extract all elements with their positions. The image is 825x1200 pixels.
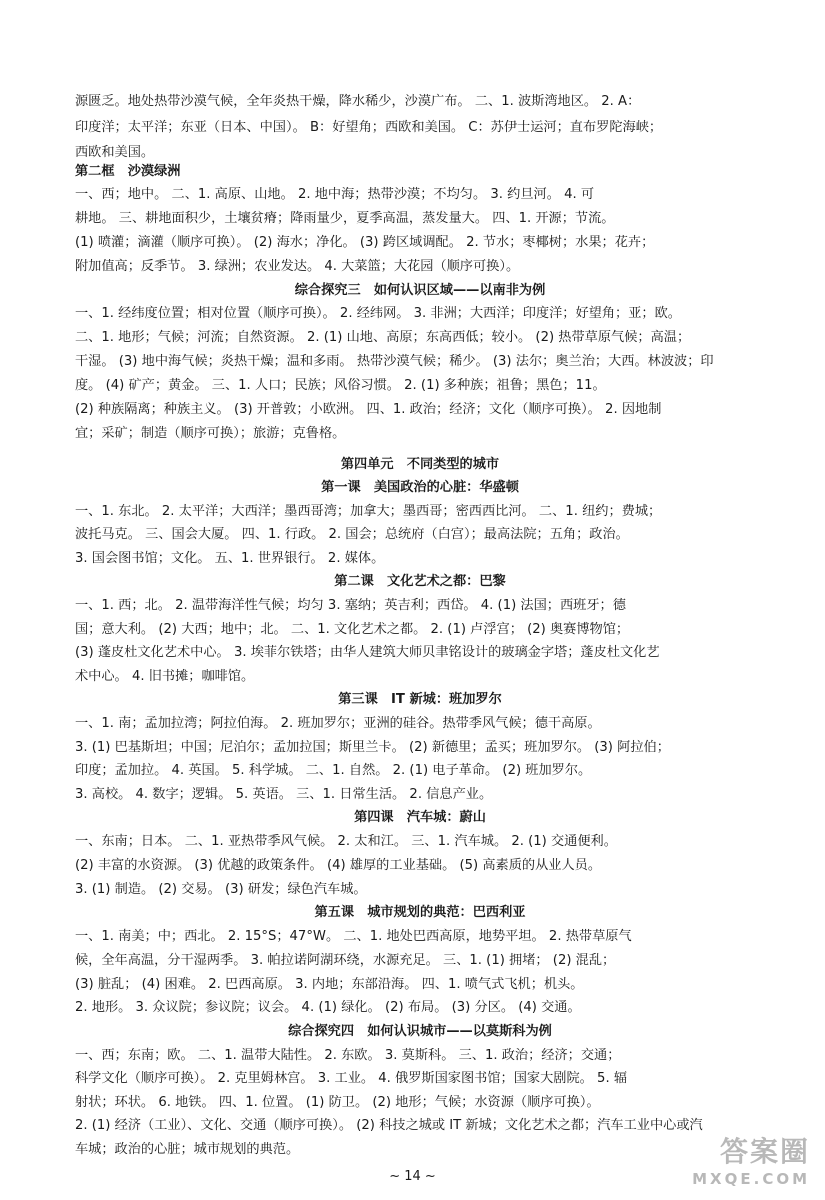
answer-line: 源匮乏。地处热带沙漠气候，全年炎热干燥，降水稀少，沙漠广布。 二、1. 波斯湾地区。 2. A： (75, 94, 641, 109)
answer-line: 度。 (4) 矿产；黄金。 三、1. 人口；民族；风俗习惯。 2. (1) 多种族；祖鲁；黑色；11。 (75, 378, 606, 393)
answer-line: 3. 国会图书馆；文化。 五、1. 世界银行。 2. 媒体。 (75, 551, 385, 566)
answer-line: (1) 喷灌；滴灌（顺序可换）。 (2) 海水；净化。 (3) 跨区域调配。 2. 节水；枣椰树；水果；花卉； (75, 235, 655, 250)
answer-line: 一、东南；日本。 二、1. 亚热带季风气候。 2. 太和江。 三、1. 汽车城。 2. (1) 交通便利。 (75, 834, 617, 849)
section-heading: 第二框 沙漠绿洲 (75, 164, 181, 179)
answer-line: (2) 种族隔离；种族主义。 (3) 开普敦；小欧洲。 四、1. 政治；经济；文化（顺序可换）。 2. 因地制 (75, 402, 662, 417)
page-number: ~ 14 ~ (389, 1169, 436, 1184)
section-heading: 第二课 文化艺术之都：巴黎 (334, 574, 506, 589)
answer-line: 3. (1) 巴基斯坦；中国；尼泊尔；孟加拉国；斯里兰卡。 (2) 新德里；孟买；班加罗尔。 (3) 阿拉伯； (75, 740, 670, 755)
section-heading: 第四单元 不同类型的城市 (340, 457, 500, 472)
answer-line: 宜；采矿；制造（顺序可换）；旅游；克鲁格。 (75, 426, 346, 441)
answer-line: (2) 丰富的水资源。 (3) 优越的政策条件。 (4) 雄厚的工业基础。 (5) 高素质的从业人员。 (75, 858, 602, 873)
answer-line: 射状；环状。 6. 地铁。 四、1. 位置。 (1) 防卫。 (2) 地形；气候；水资源（顺序可换）。 (75, 1095, 600, 1110)
answer-line: 印度洋；太平洋；东亚（日本、中国）。 B：好望角；西欧和美国。 C：苏伊士运河；直布罗陀海峡； (75, 120, 663, 135)
answer-line: 一、1. 经纬度位置；相对位置（顺序可换）。 2. 经纬网。 3. 非洲；大西洋；印度洋；好望角；亚；欧。 (75, 306, 681, 321)
section-heading: 第三课 IT 新城：班加罗尔 (338, 692, 502, 707)
answer-line: 印度；孟加拉。 4. 英国。 5. 科学城。 二、1. 自然。 2. (1) 电子革命。 (2) 班加罗尔。 (75, 763, 592, 778)
answer-line: 3. (1) 制造。 (2) 交易。 (3) 研发；绿色汽车城。 (75, 882, 367, 897)
answer-line: 一、1. 东北。 2. 太平洋；大西洋；墨西哥湾；加拿大；墨西哥；密西西比河。 二、1. 纽约；费城； (75, 504, 662, 519)
watermark-logo (646, 1135, 818, 1195)
answer-line: 一、1. 南美；中；西北。 2. 15°S；47°W。 二、1. 地处巴西高原，地势平坦。 2. 热带草原气 (75, 929, 632, 944)
section-heading: 第一课 美国政治的心脏：华盛顿 (321, 480, 519, 495)
section-heading: 综合探究三 如何认识区域——以南非为例 (294, 283, 546, 298)
answer-line: 一、西；地中。 二、1. 高原、山地。 2. 地中海；热带沙漠；不均匀。 3. 约旦河。 4. 可 (75, 187, 595, 202)
answer-line: 2. (1) 经济（工业）、文化、交通（顺序可换）。 (2) 科技之城或 IT 新城；文化艺术之都；汽车工业中心或汽 (75, 1118, 703, 1133)
answer-line: 二、1. 地形；气候；河流；自然资源。 2. (1) 山地、高原；东高西低；较小。 (2) 热带草原气候；高温； (75, 330, 691, 345)
answer-line: 波托马克。 三、国会大厦。 四、1. 行政。 2. 国会；总统府（白宫）；最高法院；五角；政治。 (75, 527, 629, 542)
answer-line: 科学文化（顺序可换）。 2. 克里姆林宫。 3. 工业。 4. 俄罗斯国家图书馆；国家大剧院。 5. 辐 (75, 1071, 628, 1086)
answer-line: 车城；政治的心脏；城市规划的典范。 (75, 1142, 300, 1157)
answer-line: 西欧和美国。 (75, 145, 155, 160)
answer-line: 2. 地形。 3. 众议院；参议院；议会。 4. (1) 绿化。 (2) 布局。 (3) 分区。 (4) 交通。 (75, 1000, 581, 1015)
answer-line: 干湿。 (3) 地中海气候；炎热干燥；温和多雨。 热带沙漠气候；稀少。 (3) 法尔；奥兰治；大西。林波波；印 (75, 354, 714, 369)
section-heading: 综合探究四 如何认识城市——以莫斯科为例 (288, 1024, 552, 1039)
answer-line: 术中心。 4. 旧书摊；咖啡馆。 (75, 669, 255, 684)
section-heading: 第四课 汽车城：蔚山 (354, 810, 486, 825)
answer-line: 一、西；东南；欧。 二、1. 温带大陆性。 2. 东欧。 3. 莫斯科。 三、1. 政治；经济；交通； (75, 1048, 621, 1063)
answer-line: 国；意大利。 (2) 大西；地中；北。 二、1. 文化艺术之都。 2. (1) 卢浮宫； (2) 奥赛博物馆； (75, 622, 630, 637)
answer-line: 一、1. 西；北。 2. 温带海洋性气候；均匀 3. 塞纳；英吉利；西岱。 4. (1) 法国；西班牙；德 (75, 598, 626, 613)
answer-line: 耕地。 三、耕地面积少，土壤贫瘠；降雨量少，夏季高温，蒸发量大。 四、1. 开源；节流。 (75, 211, 615, 226)
watermark-brand: 答案圈 (719, 1135, 810, 1168)
answer-line: 候，全年高温，分干湿两季。 3. 帕拉诺阿湖环绕，水源充足。 三、1. (1) 拥堵； (2) 混乱； (75, 953, 616, 968)
answer-line: 附加值高；反季节。 3. 绿洲；农业发达。 4. 大菜篮；大花园（顺序可换）。 (75, 259, 520, 274)
answer-line: 3. 高校。 4. 数字；逻辑。 5. 英语。 三、1. 日常生活。 2. 信息产业。 (75, 787, 493, 802)
section-heading: 第五课 城市规划的典范：巴西利亚 (314, 905, 526, 920)
answer-line: (3) 蓬皮杜文化艺术中心。 3. 埃菲尔铁塔；由华人建筑大师贝聿铭设计的玻璃金字塔；蓬皮杜文化艺 (75, 645, 660, 660)
answer-line: 一、1. 南；孟加拉湾；阿拉伯海。 2. 班加罗尔；亚洲的硅谷。热带季风气候；德干高原。 (75, 716, 601, 731)
answer-line: (3) 脏乱； (4) 困难。 2. 巴西高原。 3. 内地；东部沿海。 四、1. 喷气式飞机；机头。 (75, 977, 584, 992)
watermark-url: MXQE.COM (692, 1170, 810, 1188)
